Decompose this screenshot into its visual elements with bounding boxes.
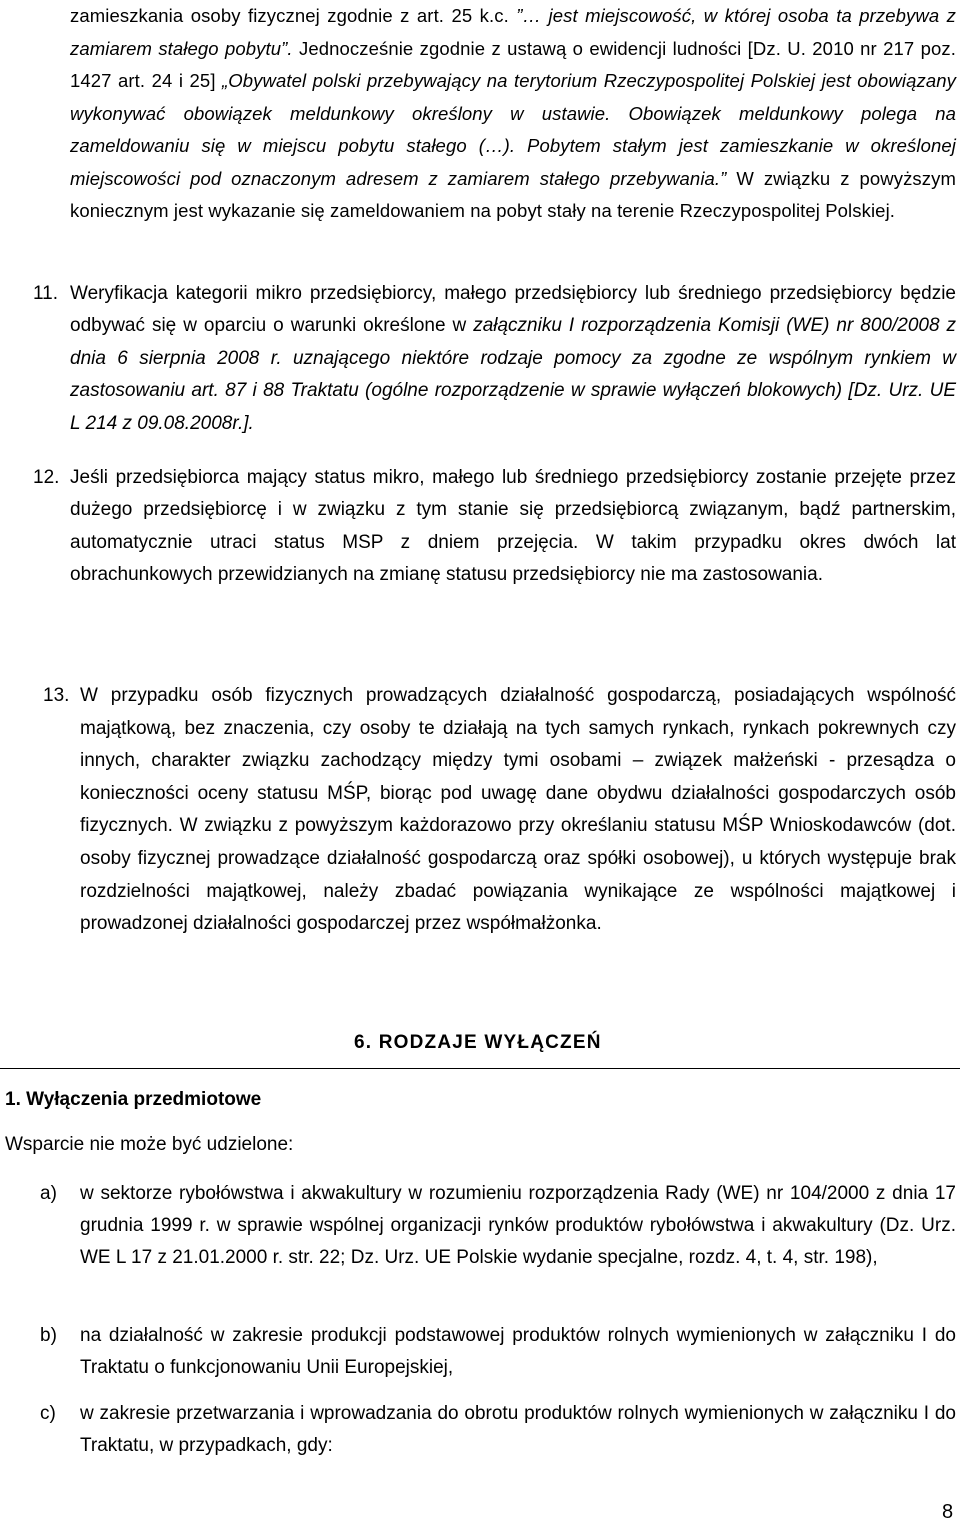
list-item-marker-a: a) (40, 1183, 57, 1204)
continuation-paragraph (70, 0, 956, 228)
list-item-marker-c: c) (40, 1403, 56, 1424)
continuation-text-3: W związku z powyższym koniecznym jest wykazanie się zameldowaniem na pobyt stały na terenie Rzeczypospolitej Polskiej. (70, 167, 956, 221)
subsection-heading: 1. Wyłączenia przedmiotowe (5, 1089, 262, 1110)
continuation-quote-1: ”… jest miejscowość, w której osoba ta przebywa z zamiarem stałego pobytu”. (70, 5, 957, 59)
item-13-paragraph: W przypadku osób fizycznych prowadzących działalność gospodarczą, posiadających wspólność majątkową, bez znaczenia, czy osoby te działają na tych samych rynkach, rynkach pokrewnych czy innych, charakter związku zachodzący między tymi osobami – związek małżeński - przesądza o konieczności oceny statusu MŚP, biorąc pod uwagę dane obydwu działalności gospodarczych osób fizycznych. W związku z powyższym każdorazowo przy określaniu statusu MŚP Wnioskodawców (dot. osoby fizycznej prowadzące działalność gospodarczą oraz spółki osobowej), u których występuje brak rozdzielności majątkowej, należy zbadać powiązania wynikające ze wspólności majątkowej i prowadzonej działalności gospodarczej przez współmałżonka. (80, 685, 956, 935)
list-item-c: w zakresie przetwarzania i wprowadzania do obrotu produktów rolnych wymienionych w załączniku I do Traktatu, w przypadkach, gdy: (80, 1403, 956, 1456)
list-item-b: na działalność w zakresie produkcji podstawowej produktów rolnych wymienionych w załączniku I do Traktatu o funkcjonowaniu Unii Europejskiej, (80, 1325, 956, 1378)
section-divider (0, 1068, 960, 1069)
continuation-quote-2: „Obywatel polski przebywający na terytorium Rzeczypospolitej Polskiej jest obowiązany wykonywać obowiązek meldunkowy określony w ustawie. Obowiązek meldunkowy polega na zameldowaniu się w miejscu pobytu stałego (…). Pobytem stałym jest zamieszkanie w określonej miejscowości pod oznaczonym adresem z zamiarem stałego przebywania.” (70, 70, 956, 189)
subsection-intro: Wsparcie nie może być udzielone: (5, 1134, 294, 1155)
section-title: 6. RODZAJE WYŁĄCZEŃ (354, 1032, 602, 1053)
list-item-a: w sektorze rybołówstwa i akwakultury w rozumieniu rozporządzenia Rady (WE) nr 104/2000 z dnia 17 grudnia 1999 r. w sprawie wspólnej organizacji rynków produktów rybołówstwa i akwakultury (Dz. Urz. WE L 17 z 21.01.2000 r. str. 22; Dz. Urz. UE Polskie wydanie specjalne, rozdz. 4, t. 4, str. 198), (80, 1183, 956, 1268)
item-13-number: 13. (43, 685, 70, 706)
page-number: 8 (942, 1501, 954, 1523)
item-11-italic: załączniku I rozporządzenia Komisji (WE) nr 800/2008 z dnia 6 sierpnia 2008 r. uznającego niektóre rodzaje pomocy za zgodne ze wspólnym rynkiem w zastosowaniu art. 87 i 88 Traktatu (ogólne rozporządzenie w sprawie wyłączeń blokowych) [Dz. Urz. UE L 214 z 09.08.2008r.]. (70, 315, 957, 434)
list-item-marker-b: b) (40, 1325, 57, 1346)
continuation-text-2: Jednocześnie zgodnie z ustawą o ewidencji ludności [Dz. U. 2010 nr 217 poz. 1427 art. 24 i 25] (70, 37, 956, 91)
item-11-number: 11. (33, 283, 59, 304)
continuation-text-1: zamieszkania osoby fizycznej zgodnie z art. 25 k.c. (70, 5, 517, 26)
item-12-number: 12. (33, 467, 60, 488)
item-11-text: Weryfikacja kategorii mikro przedsiębiorcy, małego przedsiębiorcy lub średniego przedsiębiorcy będzie odbywać się w oparciu o warunki określone w (70, 283, 956, 337)
item-11-paragraph (70, 278, 956, 440)
item-12-paragraph: Jeśli przedsiębiorca mający status mikro, małego lub średniego przedsiębiorcy zostanie przejęte przez dużego przedsiębiorcę i w związku z tym stanie się przedsiębiorcą związanym, bądź partnerskim, automatycznie utraci status MSP z dniem przejęcia. W takim przypadku okres dwóch lat obrachunkowych przewidzianych na zmianę statusu przedsiębiorcy nie ma zastosowania. (70, 467, 956, 586)
